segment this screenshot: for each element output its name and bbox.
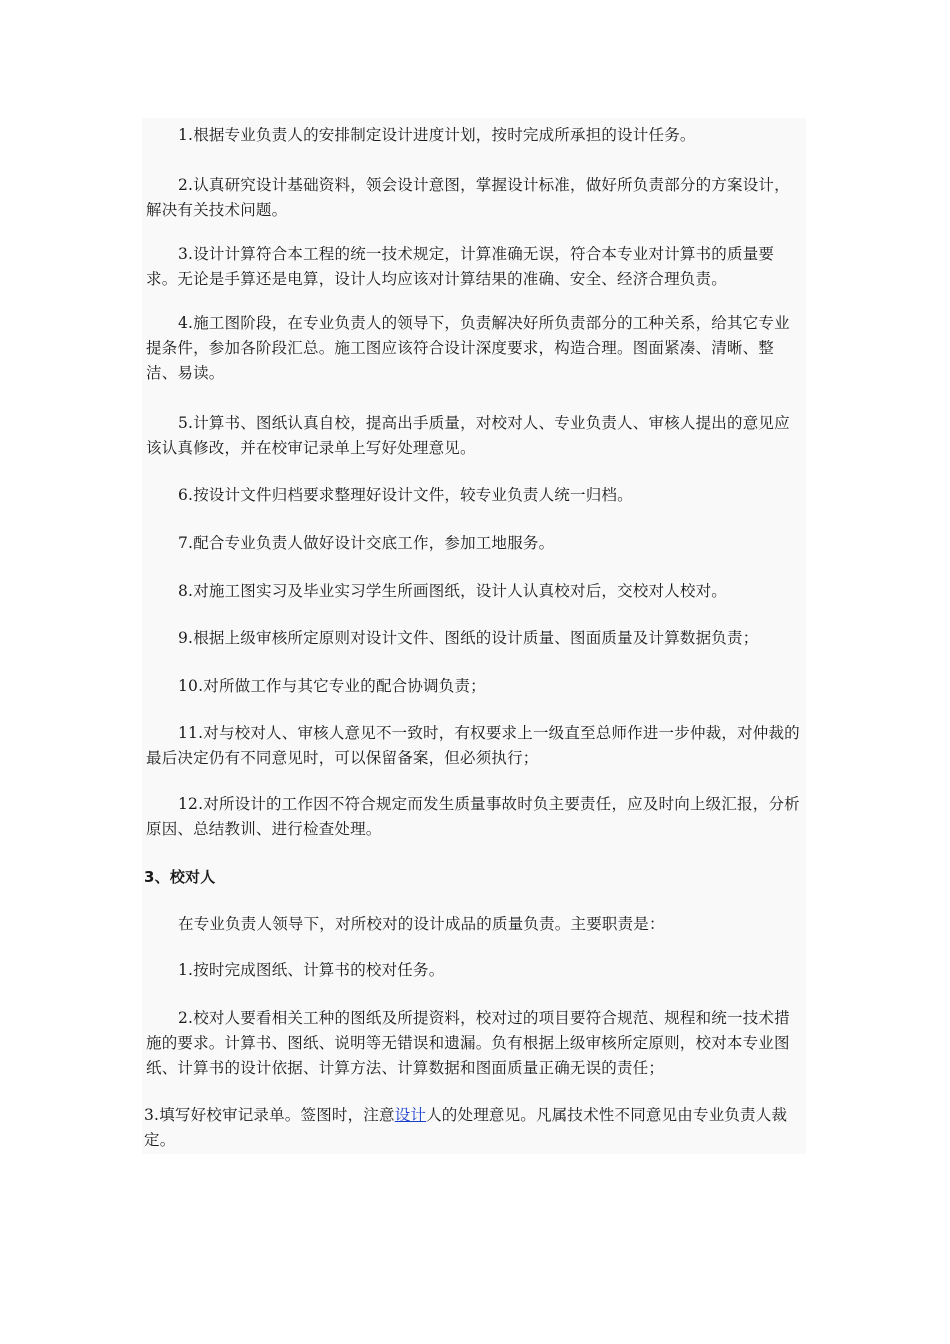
- paragraph-7: 7.配合专业负责人做好设计交底工作，参加工地服务。: [178, 534, 555, 552]
- paragraph-3: 3.设计计算符合本工程的统一技术规定，计算准确无误，符合本专业对计算书的质量要求。无论是手算还是电算，设计人均应该对计算结果的准确、安全、经济合理负责。: [146, 245, 775, 288]
- document-content: [142, 118, 806, 1154]
- paragraph-5: 5.计算书、图纸认真自校，提高出手质量，对校对人、专业负责人、审核人提出的意见应该认真修改，并在校审记录单上写好处理意见。: [146, 414, 790, 457]
- section-heading: 3、校对人: [144, 868, 216, 886]
- paragraph-1: 1.根据专业负责人的安排制定设计进度计划，按时完成所承担的设计任务。: [178, 126, 696, 144]
- section-intro: 在专业负责人领导下，对所校对的设计成品的质量负责。主要职责是：: [178, 915, 665, 933]
- paragraph-2: 2.认真研究设计基础资料，领会设计意图，掌握设计标准，做好所负责部分的方案设计，解决有关技术问题。: [146, 176, 790, 219]
- paragraph-12: 12.对所设计的工作因不符合规定而发生质量事故时负主要责任，应及时向上级汇报，分析原因、总结教训、进行检查处理。: [146, 795, 800, 838]
- section-paragraph-1: 1.按时完成图纸、计算书的校对任务。: [178, 961, 445, 979]
- paragraph-8: 8.对施工图实习及毕业实习学生所画图纸，设计人认真校对后，交校对人校对。: [178, 582, 727, 600]
- paragraph-6: 6.按设计文件归档要求整理好设计文件，较专业负责人统一归档。: [178, 486, 633, 504]
- paragraph-10: 10.对所做工作与其它专业的配合协调负责；: [178, 677, 486, 695]
- paragraph-9: 9.根据上级审核所定原则对设计文件、图纸的设计质量、图面质量及计算数据负责；: [178, 629, 759, 647]
- section-paragraph-3: [144, 1103, 802, 1153]
- paragraph-4: 4.施工图阶段，在专业负责人的领导下，负责解决好所负责部分的工种关系，给其它专业提条件，参加各阶段汇总。施工图应该符合设计深度要求，构造合理。图面紧凑、清晰、整洁、易读。: [146, 314, 790, 382]
- section-paragraph-2: 2.校对人要看相关工种的图纸及所提资料，校对过的项目要符合规范、规程和统一技术措施的要求。计算书、图纸、说明等无错误和遗漏。负有根据上级审核所定原则，校对本专业图纸、计算书的设计依据、计算方法、计算数据和图面质量正确无误的责任；: [146, 1009, 790, 1077]
- paragraph-text-after-link: 人的处理意见。凡属技术性不同意见由专业负责人裁定。: [144, 1106, 788, 1149]
- paragraph-11: 11.对与校对人、审核人意见不一致时，有权要求上一级直至总师作进一步仲裁，对仲裁的最后决定仍有不同意见时，可以保留备案，但必须执行；: [146, 724, 800, 767]
- design-link[interactable]: 设计: [394, 1106, 427, 1124]
- paragraph-text-before-link: 3.填写好校审记录单。签图时，注意: [144, 1106, 395, 1124]
